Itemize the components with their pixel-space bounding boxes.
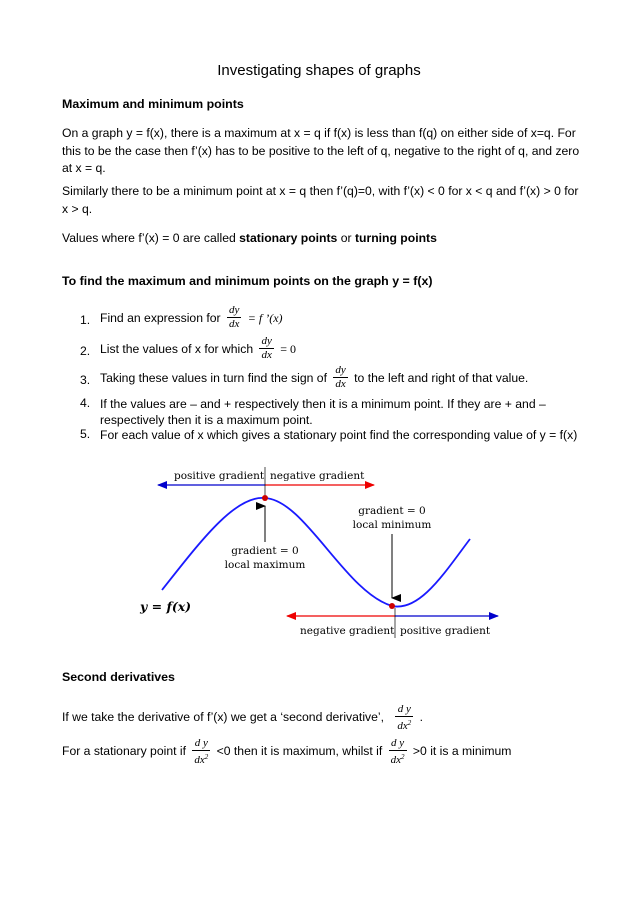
list-number-3: 3. — [80, 373, 91, 387]
second-derivative-fraction: $\frac{\text{d y}}{dx^2}$ — [390, 737, 405, 766]
list-number-4: 4. — [80, 396, 91, 410]
list-item-5: For each value of x which gives a stationary point find the corresponding value of y = f(x) — [100, 428, 578, 442]
second-derivative-fraction: $\frac{\text{d y}}{dx^2}$ — [194, 737, 209, 766]
list-item-4: If the values are – and + respectively then it is a minimum point. If they are + and – respectively then it is a maximum point. — [100, 397, 546, 427]
derivative-fraction: $\frac{dy}{dx}$ — [335, 364, 346, 390]
paragraph-second-derivative-definition — [62, 703, 602, 733]
derivative-fraction: $\frac{dy}{dx}$ — [261, 335, 272, 361]
second-derivative-text-pre: If we take the derivative of f’(x) we get a ‘second derivative’, — [62, 710, 384, 725]
bottom-positive-label: positive gradient — [400, 625, 491, 637]
test-text-post: >0 it is a minimum — [412, 744, 512, 759]
gradient-diagram — [130, 462, 502, 644]
stationary-text-mid: or — [337, 231, 355, 245]
list-number-1: 1. — [80, 313, 91, 327]
paragraph-stationary-points — [62, 230, 582, 248]
list-item-2 — [100, 335, 580, 362]
top-positive-label: positive gradient — [174, 470, 265, 482]
derivative-fraction: $\frac{dy}{dx}$ — [228, 304, 240, 330]
paragraph-second-derivative-test — [62, 737, 622, 767]
max-label-type: local maximum — [224, 559, 306, 571]
second-derivative-text-post: . — [419, 710, 424, 725]
list-item-3-text: Taking these values in turn find the sign of — [100, 370, 327, 385]
local-minimum-point — [389, 603, 395, 609]
section-heading-max-min: Maximum and minimum points — [62, 97, 244, 111]
curve-label: y = f(x) — [140, 599, 192, 614]
test-text-mid: <0 then it is maximum, whilst if — [216, 744, 383, 759]
paragraph-minimum-definition: Similarly there to be a minimum point at x = q then f’(q)=0, with f’(x) < 0 for x < q and f’(x) > 0 for x > q. — [62, 184, 579, 216]
bottom-negative-label: negative gradient — [300, 625, 395, 637]
derivative-rhs: = 0 — [280, 341, 297, 356]
derivative-rhs: = f ’(x) — [247, 310, 283, 325]
local-maximum-point — [262, 495, 268, 501]
list-item-3-text-after: to the left and right of that value. — [354, 370, 529, 385]
top-negative-label: negative gradient — [270, 470, 365, 482]
max-label-gradient: gradient = 0 — [231, 545, 299, 557]
second-derivative-fraction: $\frac{\text{d y}}{dx^2}$ — [397, 703, 412, 732]
min-label-gradient: gradient = 0 — [358, 505, 426, 517]
list-number-5: 5. — [80, 427, 91, 441]
list-item-1 — [100, 304, 580, 331]
page-title: Investigating shapes of graphs — [217, 62, 421, 79]
list-item-3 — [100, 364, 580, 391]
test-text-pre: For a stationary point if — [62, 744, 186, 759]
term-turning-points: turning points — [354, 231, 437, 245]
paragraph-maximum-definition: On a graph y = f(x), there is a maximum at x = q if f(x) is less than f(q) on either side of x=q. For this to be the case then f’(x) has to be positive to the left of q, negative to the right of q, and zero at x = q. — [62, 126, 580, 175]
list-item-2-text: List the values of x for which — [100, 341, 254, 356]
min-label-type: local minimum — [352, 519, 432, 531]
term-stationary-points: stationary points — [239, 231, 338, 245]
stationary-text-pre: Values where f’(x) = 0 are called — [62, 231, 240, 245]
section-heading-procedure: To find the maximum and minimum points on the graph y = f(x) — [62, 274, 433, 288]
section-heading-second-derivatives: Second derivatives — [62, 670, 175, 684]
list-item-1-text: Find an expression for — [100, 310, 221, 325]
list-number-2: 2. — [80, 344, 91, 358]
